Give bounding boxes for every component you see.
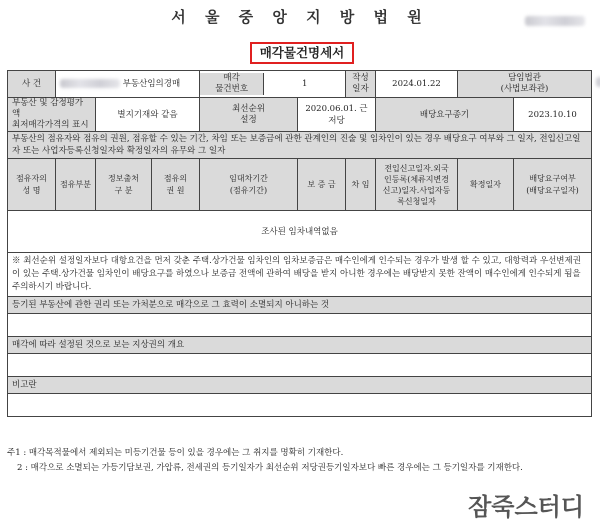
col-rent: 차 임 [346, 159, 376, 211]
item-no: 1 [301, 79, 308, 89]
col-move-in-date: 전입신고일자.외국 인등록(체류지변경 신고)일자.사업자등 록신청일자 [376, 159, 458, 211]
case-label: 사 건 [8, 71, 56, 98]
court-name: 서 울 중 앙 지 방 법 원 [171, 8, 429, 26]
redacted-judge-name [596, 77, 600, 87]
surface-rights-header: 매각에 따라 설정된 것으로 보는 지상권의 개요 [8, 337, 592, 354]
col-fixed-date: 확정일자 [458, 159, 514, 211]
footnote-2: 2 : 매각으로 소멸되는 가등기담보권, 가압류, 전세권의 등기일자가 최선순위 저당권등기일자보다 빠른 경우에는 그 등기일자를 기재한다. [17, 463, 523, 473]
rights-section-header: 등기된 부동산에 관한 권리 또는 가처분으로 매각으로 그 효력이 소멸되지 아니하는 것 [8, 297, 592, 314]
occupancy-description: 부동산의 점유자와 점유의 권원, 점유할 수 있는 기간, 차임 또는 보증금에 관한 관계인의 진술 및 임차인이 있는 경우 배당요구 여부와 그 일자, 전입신고일자 또는 사업자등록신청일자와 확정일자의 유무와 그 일자 [8, 132, 592, 159]
case-type: 부동산임의경매 [122, 79, 181, 89]
redacted-doc-number [525, 16, 585, 26]
tenant-warning: ※ 최선순위 설정일자보다 대항요건을 먼저 갖춘 주택.상가건물 임차인의 임차보증금은 매수인에게 인수되는 경우가 발생 할 수 있고, 대항력과 우선변제권이 있는 주택.상가건물 임차인이 배당요구를 하였으나 보증금 전액에 관하여 배당을 받지 아니한 경우에는 배당받지 못한 잔액이 매수인에게 인수되게 됨을 주의하시기 바랍니다. [8, 253, 592, 297]
col-dividend-request: 배당요구여부 (배당요구일자) [514, 159, 592, 211]
write-date: 2024.01.22 [376, 71, 458, 98]
first-lien-value: 2020.06.01. 근저당 [298, 98, 376, 132]
col-occupied-part: 점유부분 [56, 159, 96, 211]
col-info-source: 정보출처 구 분 [96, 159, 152, 211]
judge-label: 담임법관 (사법보좌관) [458, 71, 592, 98]
case-number-cell [56, 71, 200, 98]
col-occupancy-title: 점유의 권 원 [152, 159, 200, 211]
deadline-value: 2023.10.10 [514, 98, 592, 132]
no-lease-record: 조사된 임차내역없음 [8, 211, 592, 253]
footnotes [7, 446, 591, 476]
footnote-1: 주1 : 매각목적물에서 제외되는 미등기건물 등이 있을 경우에는 그 취지를 명확히 기재한다. [7, 448, 344, 458]
date-label: 작성 일자 [346, 71, 376, 98]
rights-section-body [8, 314, 592, 337]
remarks-body [8, 394, 592, 417]
col-deposit: 보 증 금 [298, 159, 346, 211]
document-title: 매각물건명세서 [250, 42, 354, 64]
redacted-case-number [60, 79, 120, 88]
item-date-cell [200, 71, 346, 98]
first-lien-label: 최선순위 설정 [200, 98, 298, 132]
appraisal-value: 별지기재와 같음 [96, 98, 200, 132]
appraisal-label: 부동산 및 감정평가액 최저매각가격의 표시 [8, 98, 96, 132]
sale-statement-table [7, 70, 592, 417]
deadline-label: 배당요구종기 [376, 98, 514, 132]
item-no-label: 매각 물건번호 [200, 73, 264, 95]
watermark: 잠죽스터디 [468, 493, 584, 521]
surface-rights-body [8, 354, 592, 377]
col-lease-period: 임대차기간 (점유기간) [200, 159, 298, 211]
remarks-header: 비고란 [8, 377, 592, 394]
col-occupant-name: 점유자의 성 명 [8, 159, 56, 211]
